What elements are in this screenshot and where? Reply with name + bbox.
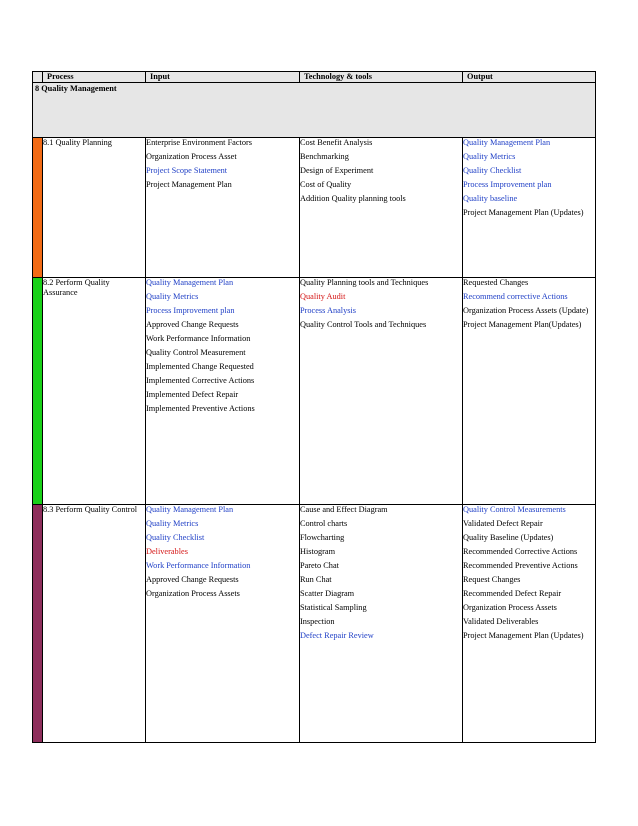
- color-bar: [33, 138, 43, 278]
- list-item: Process Analysis: [300, 306, 357, 315]
- list-item: Validated Defect Repair: [463, 519, 543, 528]
- list-item: Recommended Preventive Actions: [463, 561, 578, 570]
- list-item: Statistical Sampling: [300, 603, 367, 612]
- header-input: Input: [146, 72, 300, 83]
- list-item: Defect Repair Review: [300, 631, 374, 640]
- list-item: Quality Management Plan: [146, 278, 234, 287]
- list-item: Project Management Plan (Updates): [463, 631, 584, 640]
- list-item: Quality baseline: [463, 194, 518, 203]
- section-title: 8 Quality Management: [35, 84, 117, 93]
- tools-cell: [300, 505, 463, 743]
- list-item: Process Improvement plan: [463, 180, 552, 189]
- color-bar: [33, 505, 43, 743]
- list-item: Control charts: [300, 519, 348, 528]
- list-item: Approved Change Requests: [146, 320, 239, 329]
- output-cell: [463, 278, 596, 505]
- header-process: Process: [43, 72, 146, 83]
- list-item: Quality Management Plan: [146, 505, 234, 514]
- section-cell: [33, 83, 596, 138]
- quality-management-table: [32, 71, 596, 743]
- section-row: [33, 83, 596, 138]
- list-item: Quality Control Tools and Techniques: [300, 320, 427, 329]
- list-item: Deliverables: [146, 547, 188, 556]
- process-row: [33, 505, 596, 743]
- list-item: Flowcharting: [300, 533, 345, 542]
- list-item: Scatter Diagram: [300, 589, 355, 598]
- list-item: Quality Checklist: [146, 533, 205, 542]
- list-item: Project Management Plan(Updates): [463, 320, 582, 329]
- output-cell: [463, 138, 596, 278]
- list-item: Requested Changes: [463, 278, 529, 287]
- list-item: Cause and Effect Diagram: [300, 505, 388, 514]
- list-item: Run Chat: [300, 575, 332, 584]
- list-item: Quality Planning tools and Techniques: [300, 278, 429, 287]
- list-item: Quality Metrics: [146, 519, 199, 528]
- process-row: [33, 138, 596, 278]
- process-name: 8.3 Perform Quality Control: [43, 505, 146, 743]
- list-item: Implemented Corrective Actions: [146, 376, 255, 385]
- list-item: Benchmarking: [300, 152, 349, 161]
- list-item: Quality Management Plan: [463, 138, 551, 147]
- list-item: Quality Metrics: [146, 292, 199, 301]
- list-item: Quality Metrics: [463, 152, 516, 161]
- list-item: Implemented Preventive Actions: [146, 404, 255, 413]
- list-item: Enterprise Environment Factors: [146, 138, 252, 147]
- list-item: Project Management Plan (Updates): [463, 208, 584, 217]
- process-name: 8.2 Perform Quality Assurance: [43, 278, 146, 505]
- header-tools: Technology & tools: [300, 72, 463, 83]
- list-item: Request Changes: [463, 575, 521, 584]
- input-cell: [146, 138, 300, 278]
- list-item: Project Management Plan: [146, 180, 232, 189]
- list-item: Work Performance Information: [146, 561, 251, 570]
- list-item: Design of Experiment: [300, 166, 374, 175]
- list-item: Inspection: [300, 617, 335, 626]
- list-item: Cost of Quality: [300, 180, 352, 189]
- list-item: Recommended Defect Repair: [463, 589, 562, 598]
- list-item: Histogram: [300, 547, 336, 556]
- header-output: Output: [463, 72, 596, 83]
- table-body: [33, 72, 596, 743]
- tools-cell: [300, 138, 463, 278]
- input-cell: [146, 505, 300, 743]
- list-item: Quality Audit: [300, 292, 346, 301]
- list-item: Organization Process Asset: [146, 152, 237, 161]
- list-item: Quality Baseline (Updates): [463, 533, 554, 542]
- header-bar-cell: [33, 72, 43, 83]
- list-item: Process Improvement plan: [146, 306, 235, 315]
- output-cell: [463, 505, 596, 743]
- process-row: [33, 278, 596, 505]
- list-item: Addition Quality planning tools: [300, 194, 406, 203]
- process-name: 8.1 Quality Planning: [43, 138, 146, 278]
- list-item: Approved Change Requests: [146, 575, 239, 584]
- list-item: Organization Process Assets (Update): [463, 306, 589, 315]
- list-item: Organization Process Assets: [463, 603, 557, 612]
- list-item: Quality Checklist: [463, 166, 522, 175]
- color-bar: [33, 278, 43, 505]
- list-item: Implemented Defect Repair: [146, 390, 239, 399]
- input-cell: [146, 278, 300, 505]
- list-item: Quality Control Measurement: [146, 348, 246, 357]
- header-row: [33, 72, 596, 83]
- list-item: Implemented Change Requested: [146, 362, 254, 371]
- list-item: Recommended Corrective Actions: [463, 547, 578, 556]
- list-item: Recommend corrective Actions: [463, 292, 568, 301]
- list-item: Quality Control Measurements: [463, 505, 566, 514]
- list-item: Work Performance Information: [146, 334, 251, 343]
- list-item: Organization Process Assets: [146, 589, 240, 598]
- list-item: Project Scope Statement: [146, 166, 228, 175]
- list-item: Cost Benefit Analysis: [300, 138, 373, 147]
- list-item: Validated Deliverables: [463, 617, 539, 626]
- list-item: Pareto Chat: [300, 561, 339, 570]
- tools-cell: [300, 278, 463, 505]
